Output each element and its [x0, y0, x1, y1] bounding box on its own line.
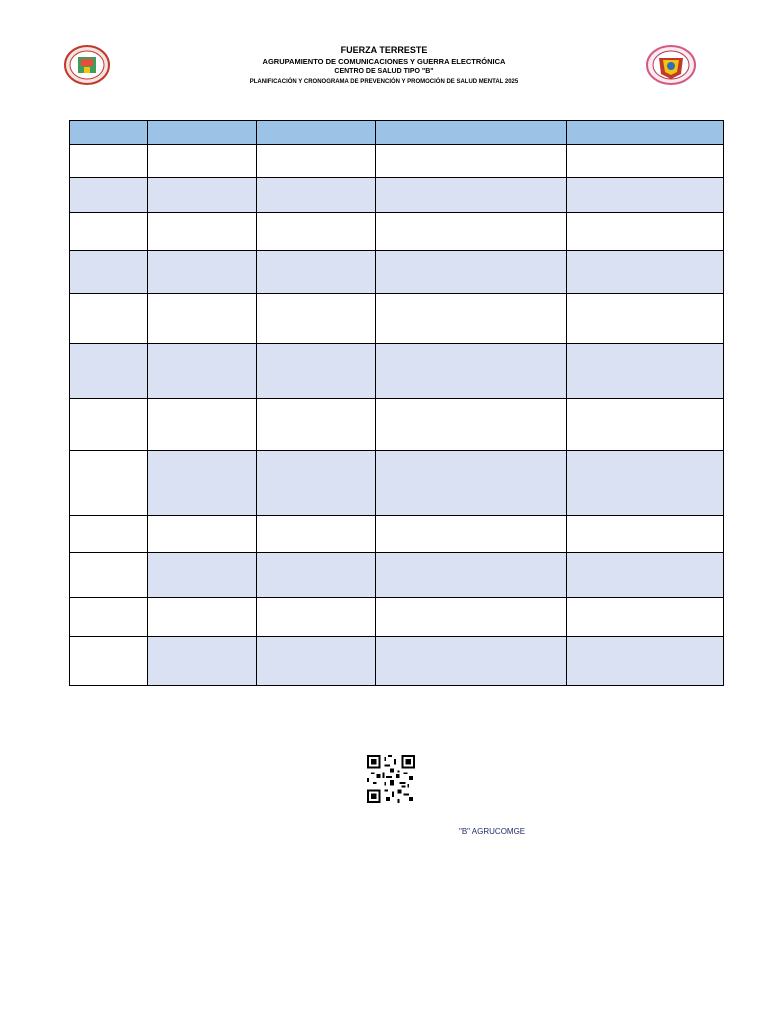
- table-cell: [375, 293, 567, 344]
- table-cell: [566, 597, 724, 637]
- table-cell: [69, 450, 148, 516]
- table-cell: [375, 450, 567, 516]
- table-cell: [69, 177, 148, 213]
- table-cell: [566, 450, 724, 516]
- table-cell: [566, 144, 724, 178]
- right-emblem-logo: [645, 44, 697, 86]
- table-cell: [256, 450, 376, 516]
- table-cell: [256, 552, 376, 598]
- table-cell: [375, 343, 567, 399]
- table-cell: [375, 636, 567, 686]
- table-cell: [69, 144, 148, 178]
- table-cell: [69, 212, 148, 251]
- table-cell: [256, 177, 376, 213]
- table-cell: [147, 515, 257, 553]
- table-cell: [566, 250, 724, 294]
- table-cell: [256, 597, 376, 637]
- table-cell: [147, 177, 257, 213]
- table-cell: [256, 212, 376, 251]
- table-cell: [147, 398, 257, 451]
- table-cell: [147, 450, 257, 516]
- table-cell: [147, 250, 257, 294]
- table-header-cell: [256, 120, 376, 145]
- qr-code: [366, 755, 416, 803]
- table-cell: [566, 343, 724, 399]
- table-cell: [566, 398, 724, 451]
- table-cell: [147, 144, 257, 178]
- table-cell: [147, 343, 257, 399]
- table-cell: [566, 177, 724, 213]
- table-cell: [375, 398, 567, 451]
- title-line-3: CENTRO DE SALUD TIPO "B": [334, 68, 434, 75]
- table-cell: [256, 144, 376, 178]
- table-header-cell: [147, 120, 257, 145]
- table-cell: [375, 212, 567, 251]
- table-cell: [566, 515, 724, 553]
- table-header-cell: [566, 120, 724, 145]
- table-cell: [256, 250, 376, 294]
- table-cell: [147, 293, 257, 344]
- schedule-table: [69, 120, 723, 685]
- table-cell: [147, 636, 257, 686]
- table-cell: [256, 293, 376, 344]
- table-cell: [69, 398, 148, 451]
- title-line-4: PLANIFICACIÓN Y CRONOGRAMA DE PREVENCIÓN Y PROMOCIÓN DE SALUD MENTAL 2025: [249, 79, 519, 85]
- title-line-1: FUERZA TERRESTE: [340, 45, 428, 55]
- table-cell: [256, 515, 376, 553]
- table-cell: [69, 293, 148, 344]
- table-cell: [69, 552, 148, 598]
- title-line-2: AGRUPAMIENTO DE COMUNICACIONES Y GUERRA ELECTRÓNICA: [262, 57, 506, 66]
- table-cell: [566, 293, 724, 344]
- table-cell: [566, 636, 724, 686]
- table-cell: [375, 515, 567, 553]
- table-cell: [375, 177, 567, 213]
- table-cell: [69, 343, 148, 399]
- table-cell: [147, 597, 257, 637]
- table-cell: [69, 597, 148, 637]
- table-cell: [566, 552, 724, 598]
- table-header-cell: [69, 120, 148, 145]
- table-cell: [256, 636, 376, 686]
- footer-label: "B" AGRUCOMGE: [459, 827, 526, 836]
- table-cell: [375, 597, 567, 637]
- table-cell: [69, 515, 148, 553]
- table-cell: [566, 212, 724, 251]
- table-cell: [256, 398, 376, 451]
- table-cell: [69, 636, 148, 686]
- table-cell: [375, 144, 567, 178]
- table-cell: [147, 212, 257, 251]
- document-header: [0, 0, 768, 100]
- table-cell: [69, 250, 148, 294]
- table-header-cell: [375, 120, 567, 145]
- table-cell: [147, 552, 257, 598]
- table-cell: [375, 250, 567, 294]
- table-cell: [375, 552, 567, 598]
- table-cell: [256, 343, 376, 399]
